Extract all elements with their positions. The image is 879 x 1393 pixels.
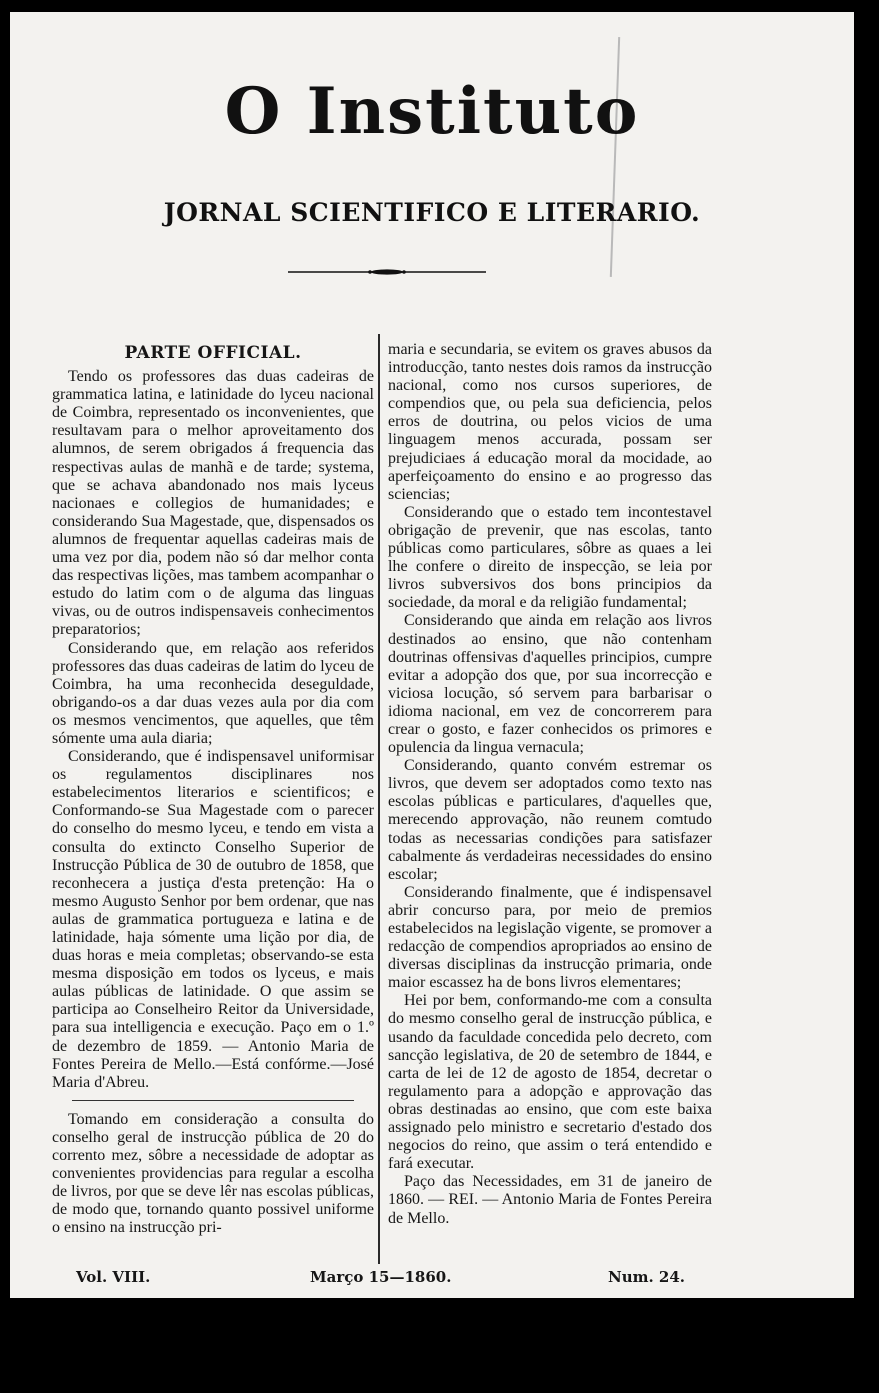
issue-date: Março 15—1860.: [310, 1268, 452, 1286]
article-separator: [72, 1100, 354, 1101]
right-paragraph: Considerando finalmente, que é indispensavel abrir concurso para, por meio de premios estabelecidos na legislação vigente, se promover a redacção de compendios apropriados ao ensino de diversas disciplinas da instrucção primaria, onde maior escassez ha de bons livros elementares;: [388, 883, 712, 992]
masthead-subtitle: JORNAL SCIENTIFICO E LITERARIO.: [163, 198, 701, 227]
column-divider: [378, 334, 380, 1264]
scan-border-left: [0, 0, 10, 1393]
issue-number: Num. 24.: [608, 1268, 686, 1286]
right-paragraph: maria e secundaria, se evitem os graves abusos da introducção, tanto nestes dois ramos da instrucção nacional, como nos cursos superiores, de compendios que, ou pela sua deficiencia, pelos erros de doutrina, ou pelos vicios de uma linguagem menos accurada, possam ser prejudiciaes á educação moral da mocidade, ao aperfeiçoamento do ensino e ao progresso das sciencias;: [388, 341, 712, 503]
left-paragraph: Considerando que, em relação aos referidos professores das duas cadeiras de latim do lyceu de Coimbra, ha uma reconhecida deseguldade, obrigando-os a dar duas vezes aula por dia com os mesmos vencimentos, que aquelles, que têm sómente uma aula diaria;: [52, 639, 374, 747]
scan-border-bottom: [0, 1298, 879, 1393]
second-article-paragraph: Tomando em consideração a consulta do conselho geral de instrucção pública de 20 do corrento mez, sôbre a necessidade de adoptar as convenientes providencias para regular a escolha de livros, por que se deve lêr nas escolas públicas, de modo que, tornando quanto possivel uniforme o ensino na instrucção pri-: [52, 1110, 374, 1237]
right-paragraph: Considerando que o estado tem incontestavel obrigação de prevenir, que nas escolas, tanto públicas como particulares, sôbre as quaes a lei lhe confere o direito de inspecção, se leia por livros subversivos dos bons principios da sociedade, da moral e da religião fundamental;: [388, 503, 712, 612]
left-column: [52, 344, 374, 1238]
journal-page: [10, 12, 854, 1298]
left-paragraph: Tendo os professores das duas cadeiras de grammatica latina, e latinidade do lyceu nacional de Coimbra, representado os inconvenientes, que resultavam para o melhor aproveitamento dos alumnos, de serem obrigados á frequencia das respectivas aulas de manhã e de tarde; systema, que se achava abandonado nos mais lyceus nacionaes e collegios de humanidades; e considerando Sua Magestade, que, dispensados os alumnos de frequentar aquellas cadeiras mais de uma vez por dia, podem não só dar melhor conta das respectivas lições, mas tambem acompanhar o estudo do latim com o de alguma das linguas vivas, ou de outros indispensaveis conhecimentos preparatorios;: [52, 368, 374, 639]
scan-border-right: [854, 0, 879, 1393]
ornament-icon: [288, 269, 486, 275]
volume-label: Vol. VIII.: [76, 1268, 151, 1286]
section-heading: PARTE OFFICIAL.: [124, 343, 302, 363]
right-paragraph: Hei por bem, conformando-me com a consulta do mesmo conselho geral de instrucção pública, e usando da faculdade concedida pelo decreto, com sancção legislativa, de 20 de setembro de 1844, e carta de lei de 12 de agosto de 1854, decretar o regulamento para a adopção e approvação das obras destinadas ao ensino, que com este baixa assignado pelo ministro e secretario d'estado dos negocios do reino, que assim o terá entendido e fará executar.: [388, 992, 712, 1173]
right-paragraph: Considerando, quanto convém estremar os livros, que devem ser adoptados como texto nas escolas públicas e particulares, d'aquelles que, merecendo approvação, não reunem comtudo todas as necessarias condições para satisfazer cabalmente ás verdadeiras necessidades do ensino escolar;: [388, 757, 712, 883]
ornamental-rule: [288, 269, 486, 272]
right-paragraph: Paço das Necessidades, em 31 de janeiro de 1860. — REI. — Antonio Maria de Fontes Pereira de Mello.: [388, 1173, 712, 1227]
right-column: [388, 341, 712, 1228]
masthead-title: O Instituto: [224, 74, 640, 149]
left-paragraph: Considerando, que é indispensavel uniformisar os regulamentos disciplinares nos estabelecimentos literarios e scientificos; e Conformando-se Sua Magestade com o parecer do conselho do mesmo lyceu, e tendo em vista a consulta do extincto Conselho Superior de Instrucção Pública de 30 de outubro de 1858, que reconhecera a justiça d'esta pretenção: Ha o mesmo Augusto Senhor por bem ordenar, que nas aulas de grammatica portugueza e latina e de latinidade, haja sómente uma lição por dia, de duas horas e meia completas; observando-se esta mesma disposição em todos os lyceus, e mais aulas públicas de latinidade. O que assim se participa ao Conselheiro Reitor da Universidade, para sua intelligencia e execução. Paço em o 1.º de dezembro de 1859. — Antonio Maria de Fontes Pereira de Mello.—Está confórme.—José Maria d'Abreu.: [52, 748, 374, 1091]
scan-border-top: [0, 0, 879, 12]
right-paragraph: Considerando que ainda em relação aos livros destinados ao ensino, que não contenham doutrinas offensivas d'aquelles principios, cumpre evitar a adopção dos que, por sua incorrecção e viciosa locução, só servem para barbarisar o idioma nacional, em vez de concorrerem para crear o gosto, e fazer conhecidos os primores e opulencia da lingua vernacula;: [388, 612, 712, 757]
